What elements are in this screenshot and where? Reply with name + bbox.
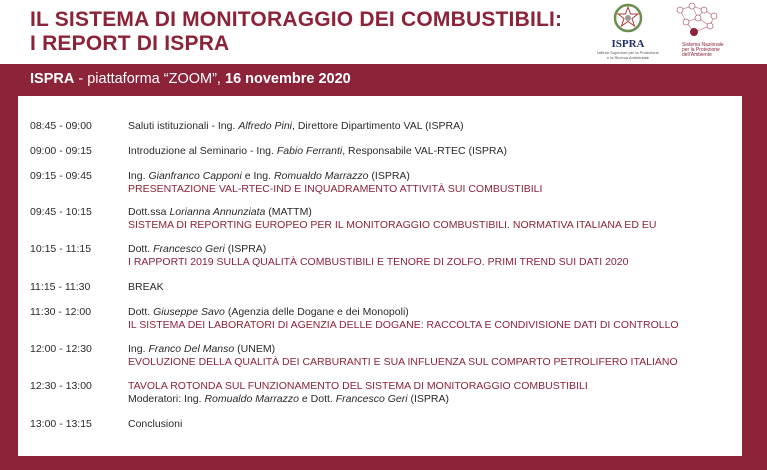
text-segment: TAVOLA ROTONDA SUL FUNZIONAMENTO DEL SISTEMA DI MONITORAGGIO COMBUSTIBILI <box>128 380 588 392</box>
text-segment: Moderatori: Ing. <box>128 393 205 405</box>
header <box>0 0 767 64</box>
snpa-logo <box>670 2 730 57</box>
ispra-logo-name: ISPRA <box>611 38 645 50</box>
text-segment: Ing. <box>128 343 149 355</box>
text-segment: SISTEMA DI REPORTING EUROPEO PER IL MONITORAGGIO COMBUSTIBILI. NORMATIVA ITALIANA ED EU <box>128 219 657 231</box>
session-title <box>128 356 678 369</box>
text-segment: I RAPPORTI 2019 SULLA QUALITÀ COMBUSTIBILI E TENORE DI ZOLFO. PRIMI TREND SUI DATI 2020 <box>128 256 629 268</box>
text-segment: (ISPRA) <box>368 170 410 182</box>
speaker-line <box>128 170 542 183</box>
title-line-2: I REPORT DI ISPRA <box>30 32 230 55</box>
speaker-line <box>128 306 679 319</box>
speaker-line <box>128 393 588 406</box>
schedule-time: 09:15 - 09:45 <box>30 170 92 182</box>
event-platform: - piattaforma “ZOOM”, <box>74 71 225 87</box>
speaker-line <box>128 206 656 219</box>
schedule-time: 12:30 - 13:00 <box>30 380 92 392</box>
session-title <box>128 219 656 232</box>
text-segment: Dott. <box>128 306 154 318</box>
speaker-name: Francesco Geri <box>335 393 408 405</box>
schedule-content <box>128 170 542 196</box>
text-segment: Introduzione al Seminario - Ing. <box>128 145 277 157</box>
event-date: 16 novembre 2020 <box>225 71 351 87</box>
schedule-content <box>128 145 507 158</box>
schedule-content <box>128 343 678 369</box>
speaker-name: Franco Del Manso <box>148 343 235 355</box>
text-segment: (Agenzia delle Dogane e dei Monopoli) <box>224 306 409 318</box>
snpa-logo-subtitle: Sistema Nazionale per la Protezione dell'Ambiente <box>682 42 724 58</box>
schedule-content <box>128 281 164 294</box>
text-segment: Ing. <box>128 170 149 182</box>
speaker-line <box>128 418 182 431</box>
text-segment: (MATTM) <box>265 206 312 218</box>
schedule-time: 09:00 - 09:15 <box>30 145 92 157</box>
schedule-time: 10:15 - 11:15 <box>30 243 92 255</box>
schedule-time: 09:45 - 10:15 <box>30 206 92 218</box>
text-segment: BREAK <box>128 281 164 293</box>
schedule-content <box>128 306 679 332</box>
italian-emblem-icon <box>613 3 643 33</box>
speaker-line <box>128 243 628 256</box>
text-segment: PRESENTAZIONE VAL-RTEC-IND E INQUADRAMENTO ATTIVITÀ SUI COMBUSTIBILI <box>128 183 543 195</box>
schedule-time: 12:00 - 12:30 <box>30 343 92 355</box>
session-title <box>128 183 542 196</box>
schedule-time: 08:45 - 09:00 <box>30 120 92 132</box>
session-title <box>128 319 679 332</box>
speaker-name: Lorianna Annunziata <box>169 206 266 218</box>
text-segment: Saluti istituzionali - Ing. <box>128 120 239 132</box>
text-segment: Dott.ssa <box>128 206 170 218</box>
text-segment: (ISPRA) <box>224 243 267 255</box>
schedule-content <box>128 243 628 269</box>
text-segment: (ISPRA) <box>407 393 449 405</box>
text-segment: , Responsabile VAL-RTEC (ISPRA) <box>342 145 507 157</box>
ispra-logo-subtitle: Istituto Superiore per la Protezione e la Ricerca Ambientale <box>597 50 659 60</box>
schedule-content <box>128 206 656 232</box>
text-segment: (UNEM) <box>234 343 276 355</box>
event-subtitle <box>30 70 351 88</box>
schedule-content <box>128 120 464 133</box>
speaker-name: Alfredo Pini <box>238 120 293 132</box>
speaker-name: Francesco Geri <box>153 243 225 255</box>
text-segment: EVOLUZIONE DELLA QUALITÀ DEI CARBURANTI E SUA INFLUENZA SUL COMPARTO PETROLIFERO ITALIANO <box>128 356 678 368</box>
text-segment: e Ing. <box>241 170 274 182</box>
text-segment: Dott. <box>128 243 154 255</box>
text-segment: e Dott. <box>299 393 336 405</box>
speaker-name: Fabio Ferranti <box>276 145 343 157</box>
speaker-line <box>128 145 507 158</box>
session-title <box>128 256 628 269</box>
title-line-1: IL SISTEMA DI MONITORAGGIO DEI COMBUSTIBILI: <box>30 8 563 31</box>
schedule-content <box>128 418 182 431</box>
speaker-name: Romualdo Marrazzo <box>204 393 299 405</box>
session-title <box>128 380 588 393</box>
event-org: ISPRA <box>30 71 75 87</box>
speaker-line <box>128 120 464 133</box>
text-segment: Conclusioni <box>128 418 183 430</box>
text-segment: IL SISTEMA DEI LABORATORI DI AGENZIA DELLE DOGANE: RACCOLTA E CONDIVISIONE DATI DI CONTROLLO <box>128 319 679 331</box>
speaker-name: Giuseppe Savo <box>153 306 225 318</box>
schedule-time: 11:15 - 11:30 <box>30 281 91 293</box>
schedule-time: 13:00 - 13:15 <box>30 418 92 430</box>
network-logo-icon <box>674 2 720 38</box>
speaker-line <box>128 281 164 294</box>
speaker-name: Romualdo Marrazzo <box>273 170 369 182</box>
speaker-name: Gianfranco Capponi <box>148 170 242 182</box>
speaker-line <box>128 343 678 356</box>
ispra-logo <box>597 3 659 60</box>
page-title <box>30 8 562 56</box>
text-segment: , Direttore Dipartimento VAL (ISPRA) <box>292 120 464 132</box>
schedule-content <box>128 380 588 406</box>
schedule-time: 11:30 - 12:00 <box>30 306 92 318</box>
